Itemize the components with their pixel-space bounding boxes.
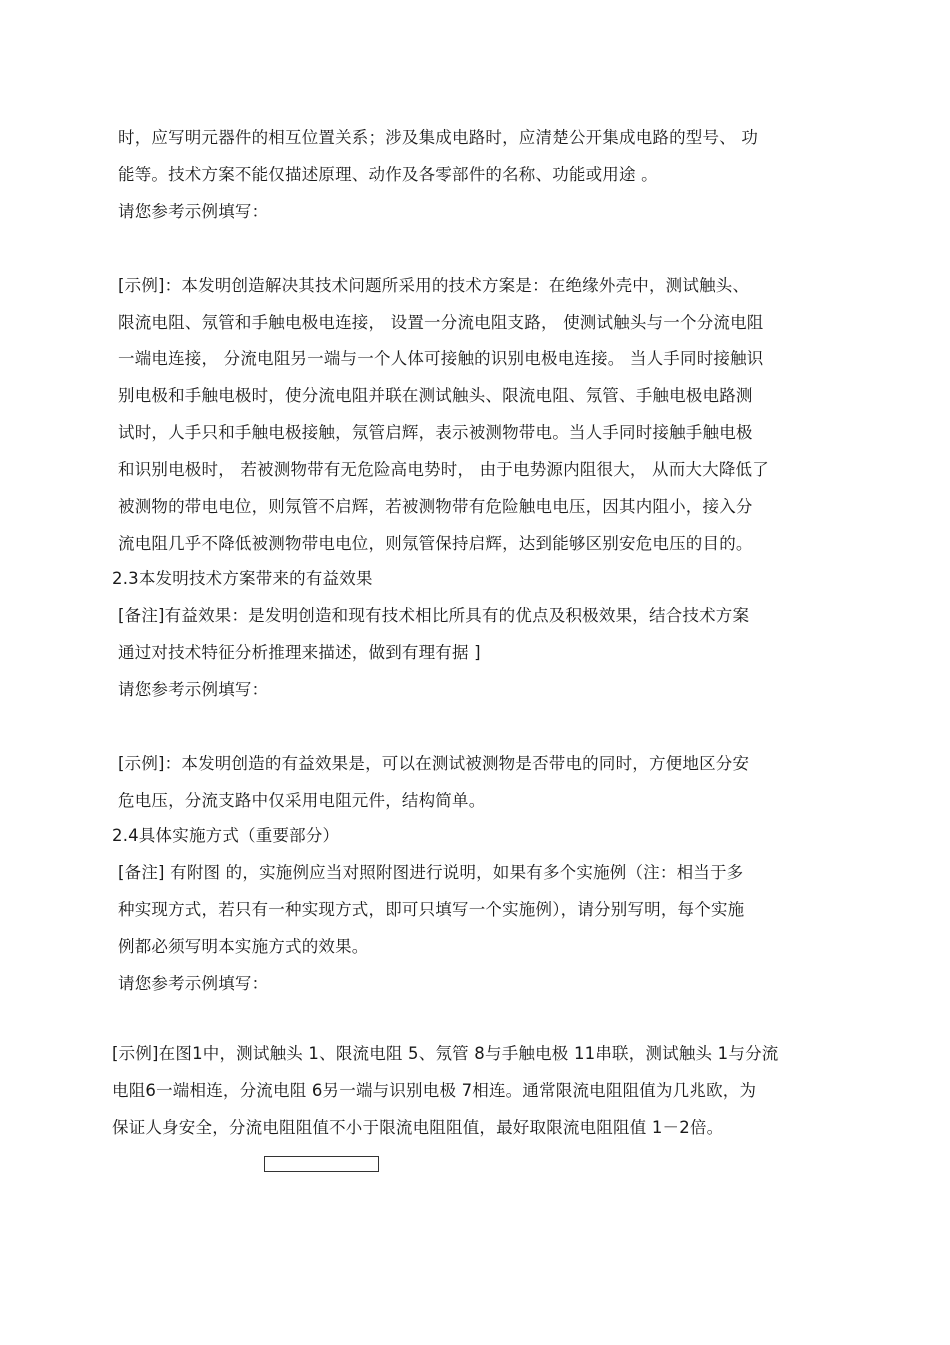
text-line: 保证人身安全，分流电阻阻值不小于限流电阻阻值，最好取限流电阻阻值 1－2倍。	[112, 1118, 724, 1137]
empty-frame-box	[264, 1156, 379, 1172]
text-line: 被测物的带电电位，则氖管不启辉，若被测物带有危险触电电压，因其内阻小，接入分	[118, 497, 753, 516]
text-line: 试时，人手只和手触电极接触，氖管启辉，表示被测物带电。当人手同时接触手触电极	[118, 423, 753, 442]
text-line: 种实现方式，若只有一种实现方式，即可只填写一个实施例），请分别写明，每个实施	[118, 900, 745, 919]
text-line: [备注]有益效果：是发明创造和现有技术相比所具有的优点及积极效果，结合技术方案	[118, 606, 750, 625]
text-line: 和识别电极时， 若被测物带有无危险高电势时， 由于电势源内阻很大， 从而大大降低了	[118, 460, 769, 479]
text-line: 时，应写明元器件的相互位置关系；涉及集成电路时，应清楚公开集成电路的型号、 功	[118, 128, 759, 147]
section-heading: 2.4具体实施方式（重要部分）	[112, 826, 340, 845]
text-line: 例都必须写明本实施方式的效果。	[118, 937, 369, 956]
text-line: 通过对技术特征分析推理来描述，做到有理有据 ]	[118, 643, 481, 662]
text-line: 别电极和手触电极时，使分流电阻并联在测试触头、限流电阻、氖管、手触电极电路测	[118, 386, 753, 405]
text-line: 能等。技术方案不能仅描述原理、动作及各零部件的名称、功能或用途 。	[118, 165, 658, 184]
text-line: 请您参考示例填写：	[118, 974, 269, 993]
text-line: [示例]：本发明创造解决其技术问题所采用的技术方案是：在绝缘外壳中，测试触头、	[118, 276, 750, 295]
text-line: 电阻6一端相连，分流电阻 6另一端与识别电极 7相连。通常限流电阻阻值为几兆欧，为	[112, 1081, 757, 1100]
text-line: 危电压，分流支路中仅采用电阻元件，结构简单。	[118, 791, 486, 810]
text-line: [示例]在图1中，测试触头 1、限流电阻 5、氖管 8与手触电极 11串联，测试触头 1与分流	[112, 1044, 779, 1063]
text-line: 限流电阻、氖管和手触电极电连接， 设置一分流电阻支路， 使测试触头与一个分流电阻	[118, 313, 764, 332]
section-heading: 2.3本发明技术方案带来的有益效果	[112, 569, 373, 588]
text-line: [示例]：本发明创造的有益效果是，可以在测试被测物是否带电的同时，方便地区分安	[118, 754, 750, 773]
text-line: [备注] 有附图 的，实施例应当对照附图进行说明，如果有多个实施例（注：相当于多	[118, 863, 744, 882]
text-line: 请您参考示例填写：	[118, 680, 269, 699]
text-line: 流电阻几乎不降低被测物带电电位，则氖管保持启辉，达到能够区别安危电压的目的。	[118, 534, 753, 553]
text-line: 一端电连接， 分流电阻另一端与一个人体可接触的识别电极电连接。 当人手同时接触识	[118, 349, 764, 368]
text-line: 请您参考示例填写：	[118, 202, 269, 221]
